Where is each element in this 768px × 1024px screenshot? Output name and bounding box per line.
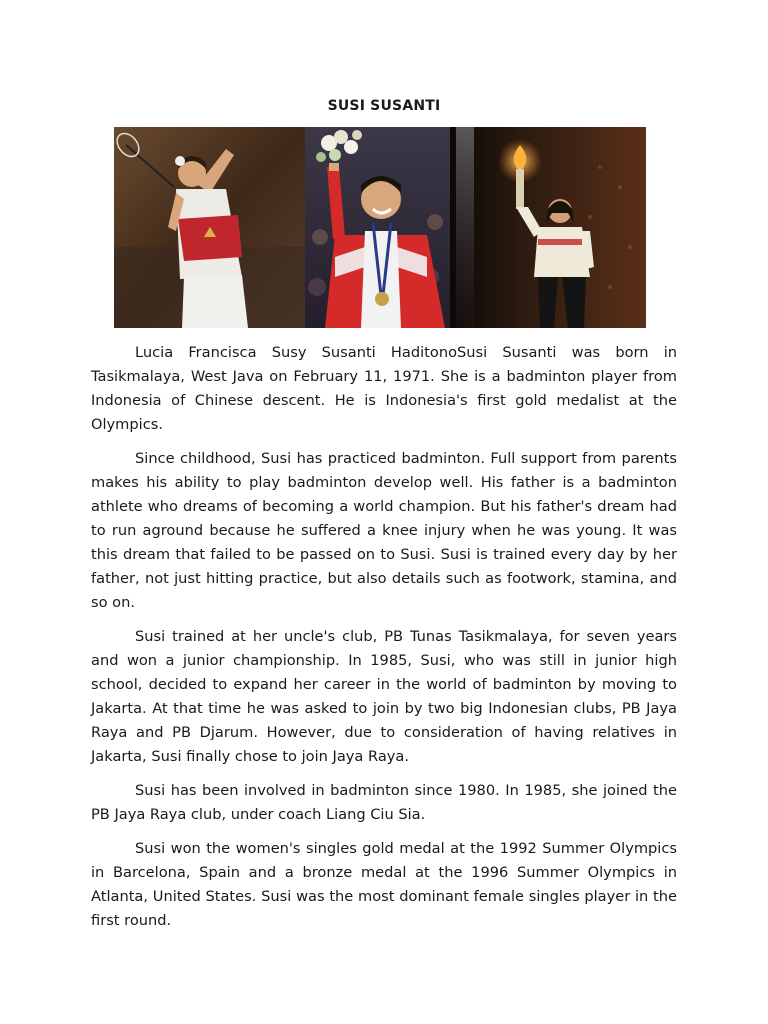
- photo-medal-ceremony-image: [305, 127, 450, 328]
- article-body: [91, 341, 677, 943]
- photo-badminton-player: [114, 127, 305, 328]
- paragraph: Since childhood, Susi has practiced badminton. Full support from parents makes his ability to play badminton develop well. His father is a badminton athlete who dreams of becoming a world champion. But his father's dream had to run aground because he suffered a knee injury when he was young. It was this dream that failed to be passed on to Susi. Susi is trained every day by her father, not just hitting practice, but also details such as footwork, stamina, and so on.: [91, 450, 677, 611]
- photo-strip: [114, 127, 646, 328]
- page-title: SUSI SUSANTI: [327, 98, 441, 114]
- paragraph: Susi has been involved in badminton since 1980. In 1985, she joined the PB Jaya Raya club, under coach Liang Ciu Sia.: [91, 782, 677, 823]
- paragraph: Lucia Francisca Susy Susanti HaditonoSusi Susanti was born in Tasikmalaya, West Java on February 11, 1971. She is a badminton player from Indonesia of Chinese descent. He is Indonesia's first gold medalist at the Olympics.: [91, 344, 677, 433]
- photo-badminton-player-image: [114, 127, 305, 328]
- photo-torch-bearer-image: [450, 127, 646, 328]
- photo-torch-bearer: [450, 127, 646, 328]
- paragraph: Susi won the women's singles gold medal at the 1992 Summer Olympics in Barcelona, Spain and a bronze medal at the 1996 Summer Olympics in Atlanta, United States. Susi was the most dominant female singles player in the first round.: [91, 840, 677, 929]
- paragraph: Susi trained at her uncle's club, PB Tunas Tasikmalaya, for seven years and won a junior championship. In 1985, Susi, who was still in junior high school, decided to expand her career in the world of badminton by moving to Jakarta. At that time he was asked to join by two big Indonesian clubs, PB Jaya Raya and PB Djarum. However, due to consideration of having relatives in Jakarta, Susi finally chose to join Jaya Raya.: [91, 628, 677, 765]
- photo-medal-ceremony: [305, 127, 450, 328]
